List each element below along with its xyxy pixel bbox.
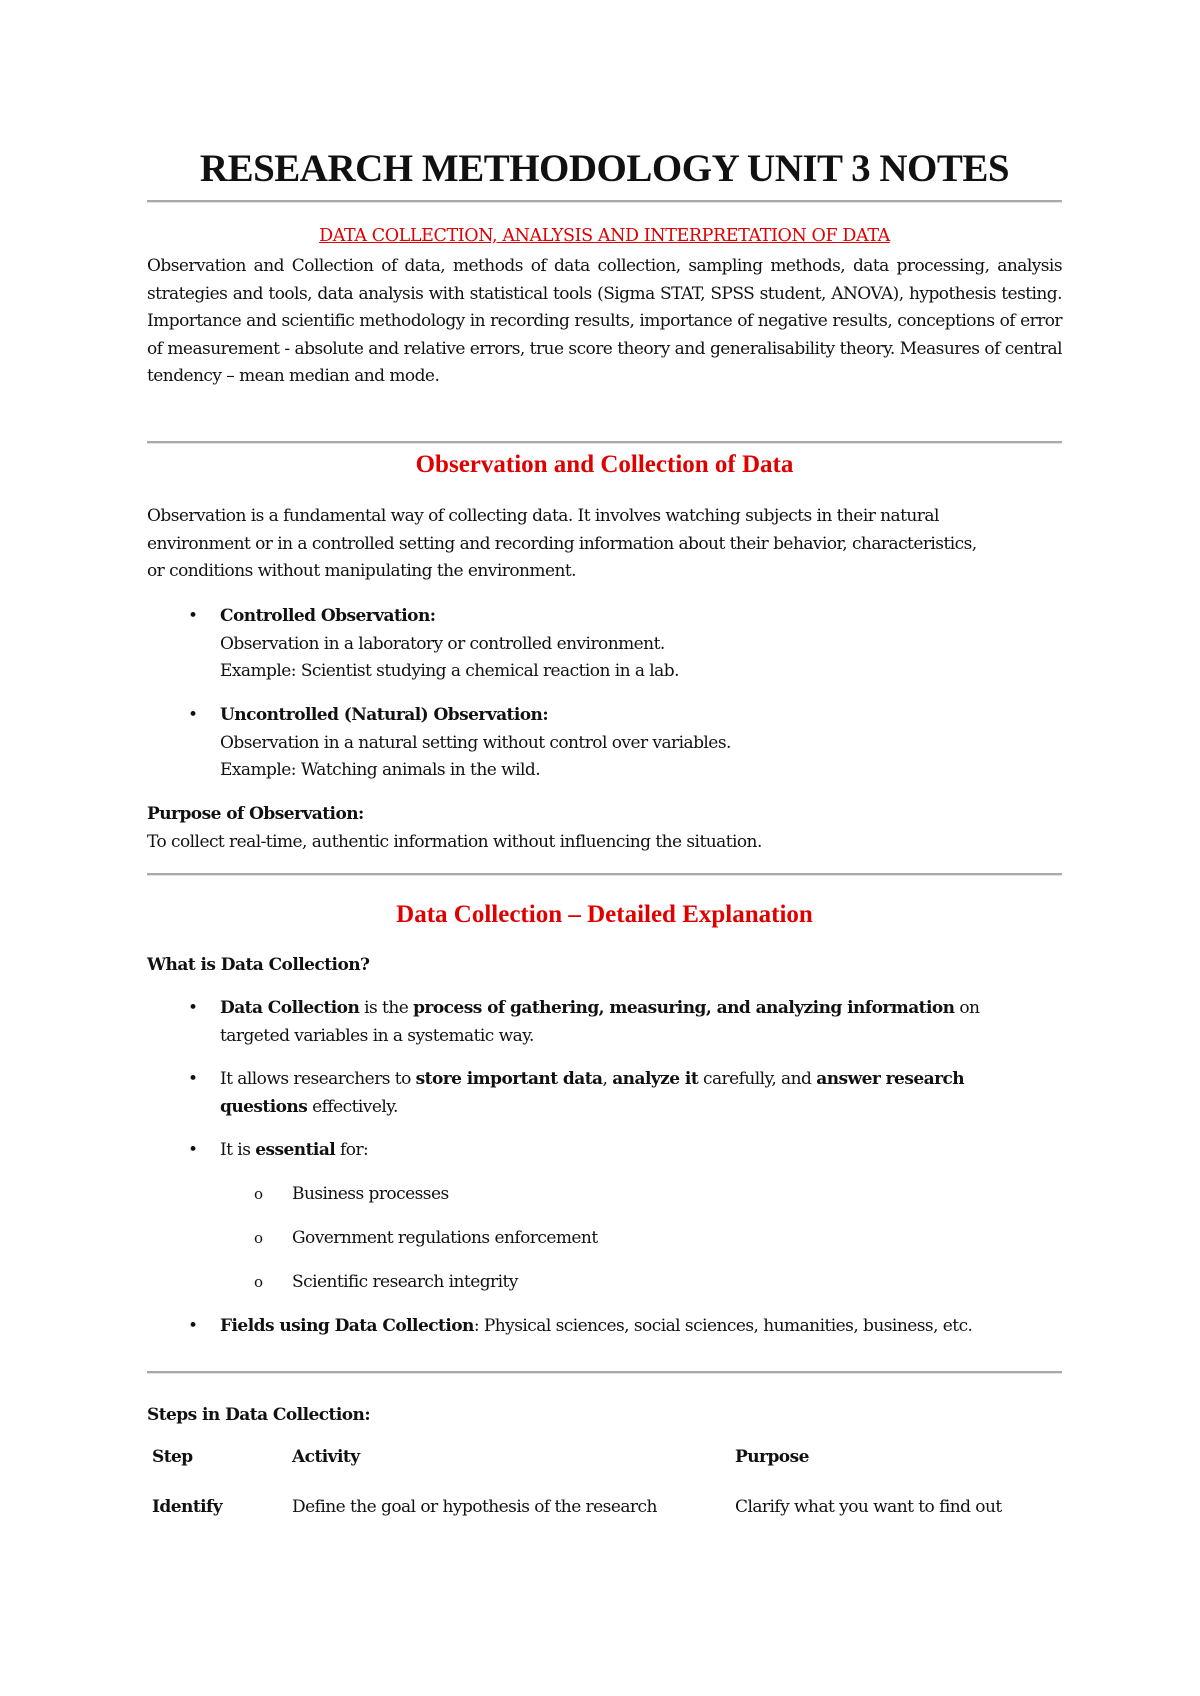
table-header-activity: Activity <box>292 1447 360 1467</box>
what-is-question: What is Data Collection? <box>147 955 370 975</box>
list-item-definition: • Data Collection is the process of gathering, measuring, and analyzing information on targeted variables in a systematic way. <box>220 995 1062 1050</box>
intro-line: Observation is a fundamental way of collecting data. It involves watching subjects in their natural <box>147 506 939 526</box>
list-item-text: Observation in a natural setting without control over variables. <box>220 732 731 753</box>
unit-subheading: DATA COLLECTION, ANALYSIS AND INTERPRETATION OF DATA <box>319 226 890 246</box>
list-item-title: • Controlled Observation: <box>220 606 436 626</box>
divider <box>147 873 1062 876</box>
list-item-uncontrolled-observation <box>220 702 1062 785</box>
steps-label: Steps in Data Collection: <box>147 1405 371 1425</box>
sub-bullet-marker: o <box>254 1273 263 1291</box>
list-item-essential: • It is essential for: <box>220 1137 1062 1165</box>
sub-bullet-marker: o <box>254 1185 263 1203</box>
list-item-purpose: • It allows researchers to store important data, analyze it carefully, and answer research questions effectively. <box>220 1066 1062 1121</box>
table-cell-step: Identify <box>152 1497 223 1517</box>
table-header-purpose: Purpose <box>735 1447 809 1467</box>
list-item-text: Observation in a laboratory or controlled environment. <box>220 633 665 654</box>
document-title: RESEARCH METHODOLOGY UNIT 3 NOTES <box>199 147 1010 190</box>
section-heading-observation: Observation and Collection of Data <box>415 451 794 478</box>
divider <box>147 441 1062 444</box>
sub-list-item: o Government regulations enforcement <box>292 1225 598 1253</box>
table-cell-purpose: Clarify what you want to find out <box>735 1497 1002 1517</box>
divider <box>147 200 1062 203</box>
intro-line: environment or in a controlled setting and recording information about their behavior, characteristics, <box>147 533 977 554</box>
purpose-label: Purpose of Observation: <box>147 804 364 824</box>
table-header-step: Step <box>152 1447 193 1467</box>
sub-list-item: o Scientific research integrity <box>292 1269 518 1297</box>
divider <box>147 1371 1062 1374</box>
list-item-example: Example: Scientist studying a chemical reaction in a lab. <box>220 661 679 681</box>
list-item-fields: • Fields using Data Collection: Physical sciences, social sciences, humanities, business, etc. <box>220 1313 1062 1341</box>
list-item-example: Example: Watching animals in the wild. <box>220 760 541 780</box>
list-item-controlled-observation <box>220 603 1062 686</box>
sub-list-item: o Business processes <box>292 1181 449 1209</box>
section-heading-data-collection: Data Collection – Detailed Explanation <box>396 901 813 928</box>
table-cell-activity: Define the goal or hypothesis of the research <box>292 1497 657 1517</box>
intro-line: or conditions without manipulating the environment. <box>147 561 577 581</box>
sub-bullet-marker: o <box>254 1229 263 1247</box>
purpose-text: To collect real-time, authentic information without influencing the situation. <box>147 832 762 852</box>
list-item-title: • Uncontrolled (Natural) Observation: <box>220 705 549 725</box>
observation-intro <box>147 503 1062 586</box>
syllabus-paragraph: Observation and Collection of data, methods of data collection, sampling methods, data processing, analysis strategies and tools, data analysis with statistical tools (Sigma STAT, SPSS student, ANOVA), hypothesis testing. Importance and scientific methodology in recording results, importance of negative results, conceptions of error of measurement - absolute and relative errors, true score theory and generalisability theory. Measures of central tendency – mean median and mode. <box>147 256 1062 386</box>
